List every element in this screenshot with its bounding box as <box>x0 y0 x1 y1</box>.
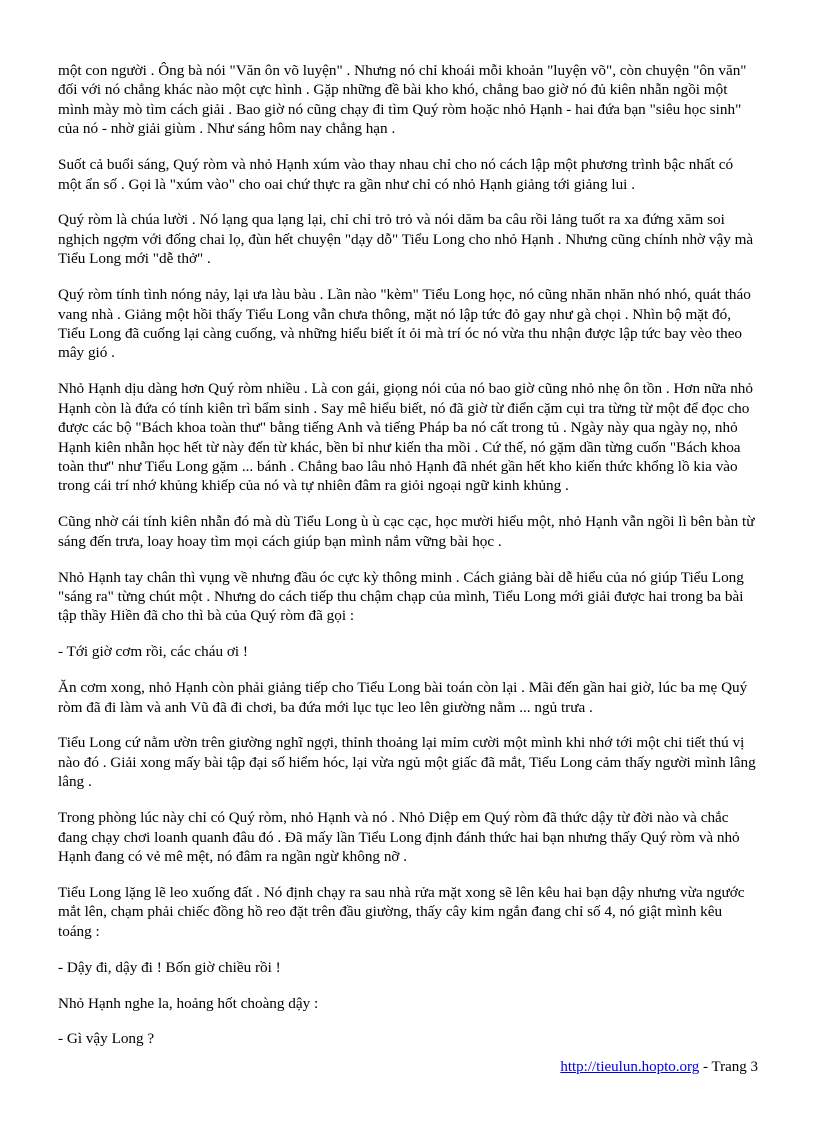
paragraph-14: Nhỏ Hạnh nghe la, hoảng hốt choàng dậy : <box>58 994 319 1012</box>
paragraph-3: Quý ròm là chúa lười . Nó lạng qua lạng lại, chỉ chỉ trỏ trỏ và nói dăm ba câu rồi lảng tuốt ra xa đứng xăm soi nghịch ngợm với đống chai lọ, đùn hết chuyện "dạy dỗ" Tiểu Long cho nhỏ Hạnh . Nhưng cũng chính nhờ vậy mà Tiểu Long mới "dễ thở" . <box>58 211 754 268</box>
paragraph-5: Nhỏ Hạnh dịu dàng hơn Quý ròm nhiều . Là con gái, giọng nói của nó bao giờ cũng nhỏ nhẹ ôn tồn . Hơn nữa nhỏ Hạnh còn là đứa có tính kiên trì bẩm sinh . Say mê hiểu biết, nó đã giờ từ điển cặm cụi tra từng từ một để đọc cho được các bộ "Bách khoa toàn thư" bằng tiếng Anh và tiếng Pháp ba nó cất trong tủ . Ngày này qua ngày nọ, nhỏ Hạnh kiên nhẫn học hết từ này đến từ khác, bền bỉ như kiến tha mồi . Cứ thế, nó gặm dần từng cuốn "Bách khoa toàn thư" như Tiểu Long gặm ... bánh . Chẳng bao lâu nhỏ Hạnh đã nhét gần hết kho kiến thức khổng lồ kia vào trong cái trí nhớ khủng khiếp của nó và tự nhiên đâm ra giỏi ngoại ngữ kinh khủng . <box>58 380 753 495</box>
page-number: - Trang 3 <box>699 1059 758 1075</box>
paragraph-15: - Gì vậy Long ? <box>58 1030 155 1048</box>
page-footer <box>560 1058 758 1077</box>
paragraph-7: Nhỏ Hạnh tay chân thì vụng về nhưng đầu óc cực kỳ thông minh . Cách giảng bài dễ hiểu của nó giúp Tiểu Long "sáng ra" từng chút một . Nhưng do cách tiếp thu chậm chạp của mình, Tiểu Long mới giải được hai trong ba bài tập thầy Hiền đã cho thì bà của Quý ròm đã gọi : <box>58 568 744 625</box>
paragraph-2: Suốt cả buổi sáng, Quý ròm và nhỏ Hạnh xúm vào thay nhau chỉ cho nó cách lập một phương trình bậc nhất có một ẩn số . Gọi là "xúm vào" cho oai chứ thực ra gần như chỉ có nhỏ Hạnh giảng tới giảng lui . <box>58 156 734 193</box>
paragraph-8: - Tới giờ cơm rồi, các cháu ơi ! <box>58 643 248 661</box>
paragraph-9: Ăn cơm xong, nhỏ Hạnh còn phải giảng tiếp cho Tiểu Long bài toán còn lại . Mãi đến gần hai giờ, lúc ba mẹ Quý ròm đã đi làm và anh Vũ đã đi chơi, ba đứa mới lục tục leo lên giường nằm ... ngủ trưa . <box>58 679 748 716</box>
paragraph-13: - Dậy đi, dậy đi ! Bốn giờ chiều rồi ! <box>58 958 281 976</box>
source-link[interactable]: http://tieulun.hopto.org <box>560 1059 700 1075</box>
paragraph-1: một con người . Ông bà nói "Văn ôn võ luyện" . Nhưng nó chỉ khoái mỗi khoản "luyện võ", còn chuyện "ôn văn" đối với nó chẳng khác nào một cực hình . Gặp những đề bài kho khó, chẳng bao giờ nó đủ kiên nhẫn ngồi một mình mày mò tìm cách giải . Bao giờ nó cũng chạy đi tìm Quý ròm hoặc nhỏ Hạnh - hai đứa bạn "siêu học sinh" của nó - nhờ giải giùm . Như sáng hôm nay chẳng hạn . <box>58 62 747 138</box>
paragraph-6: Cũng nhờ cái tính kiên nhẫn đó mà dù Tiểu Long ù ù cạc cạc, học mười hiểu một, nhỏ Hạnh vẫn ngồi lì bên bàn từ sáng đến trưa, loay hoay tìm mọi cách giúp bạn mình nắm vững bài học . <box>58 513 755 550</box>
paragraph-10: Tiểu Long cứ nằm ườn trên giường nghĩ ngợi, thỉnh thoảng lại mỉm cười một mình khi nhớ tới một chi tiết thú vị nào đó . Giải xong mấy bài tập đại số hiểm hóc, lại vừa ngủ một giấc đã mắt, Tiểu Long cảm thấy người mình lâng lâng . <box>58 734 756 791</box>
document-body <box>58 61 758 1065</box>
paragraph-4: Quý ròm tính tình nóng nảy, lại ưa làu bàu . Lần nào "kèm" Tiểu Long học, nó cũng nhăn nhăn nhó nhó, quát tháo vang nhà . Giảng một hồi thấy Tiểu Long vẫn chưa thông, mặt nó lập tức đỏ gay như gà chọi . Nhìn bộ mặt đó, Tiểu Long đã cuống lại càng cuống, và những hiểu biết ít ỏi mà trí óc nó vừa thu nhận được lập tức bay vèo theo mây gió . <box>58 286 751 362</box>
paragraph-12: Tiểu Long lặng lẽ leo xuống đất . Nó định chạy ra sau nhà rửa mặt xong sẽ lên kêu hai bạn dậy nhưng vừa ngước mắt lên, chạm phải chiếc đồng hồ reo đặt trên đầu giường, thấy cây kim ngắn đang chỉ số 4, nó giật mình kêu toáng : <box>58 883 745 940</box>
paragraph-11: Trong phòng lúc này chỉ có Quý ròm, nhỏ Hạnh và nó . Nhỏ Diệp em Quý ròm đã thức dậy từ đời nào và chắc đang chạy chơi loanh quanh đâu đó . Đã mấy lần Tiểu Long định đánh thức hai bạn nhưng thấy Quý ròm và nhỏ Hạnh đang có vẻ mê mệt, nó đâm ra ngần ngừ không nỡ . <box>58 809 740 865</box>
